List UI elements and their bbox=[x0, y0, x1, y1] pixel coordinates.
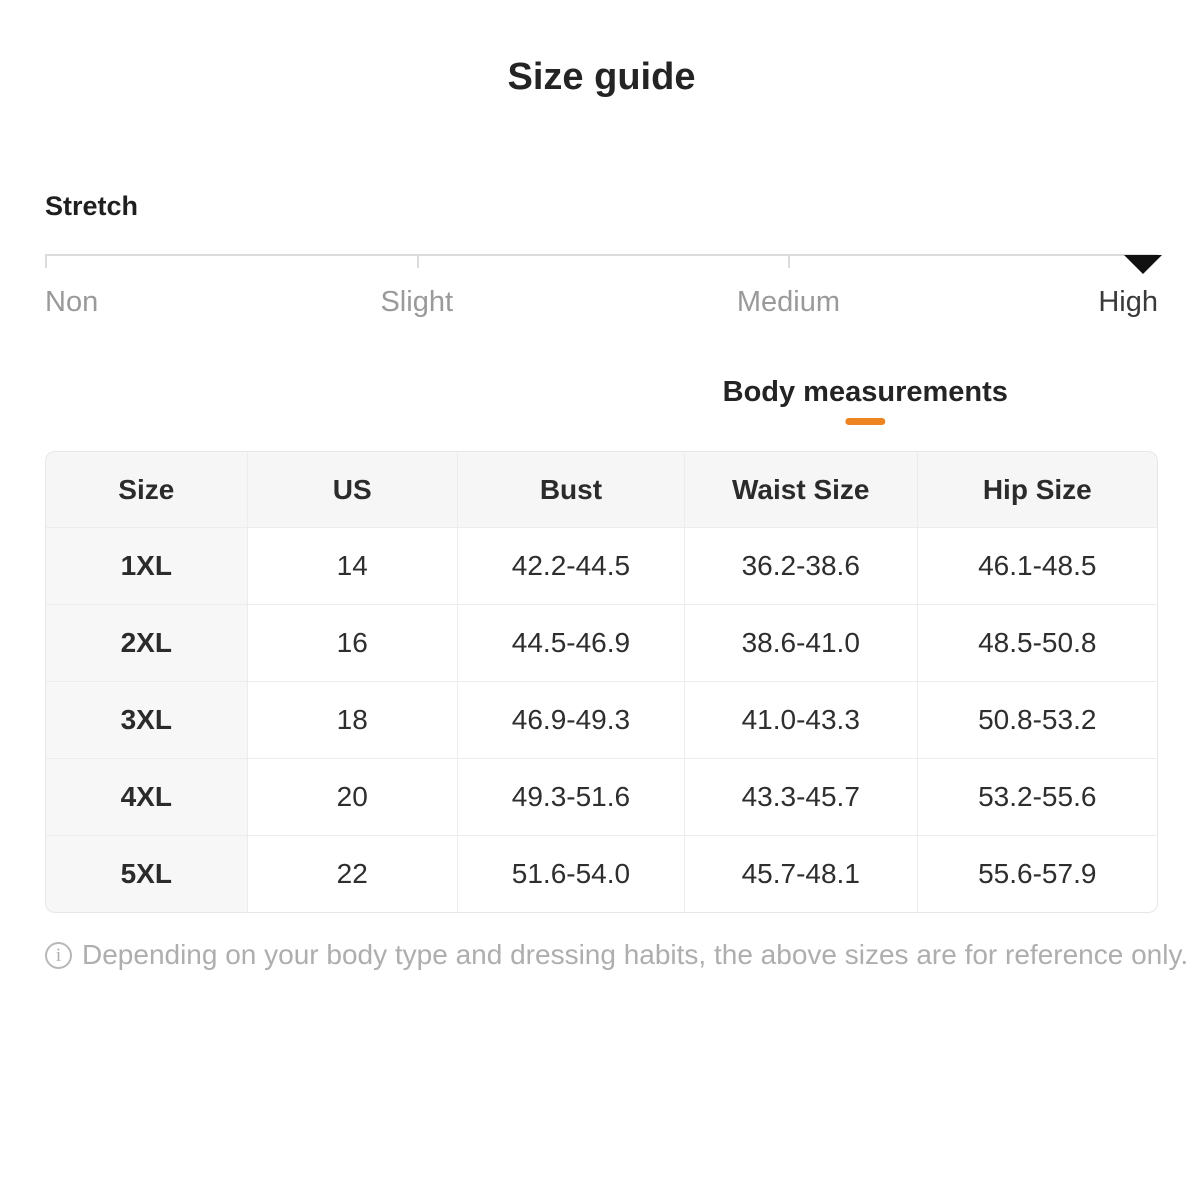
stretch-label: Stretch bbox=[45, 191, 139, 221]
cell-bust: 46.9-49.3 bbox=[458, 682, 685, 759]
table-row bbox=[45, 682, 1158, 759]
tab-body-measurements-label: Body measurements bbox=[722, 376, 1008, 408]
stretch-level-medium: Medium bbox=[736, 286, 841, 318]
info-icon: i bbox=[45, 942, 72, 969]
cell-waist: 41.0-43.3 bbox=[685, 682, 918, 759]
scale-tick bbox=[45, 254, 47, 268]
cell-waist: 45.7-48.1 bbox=[685, 836, 918, 913]
cell-hip: 46.1-48.5 bbox=[918, 528, 1158, 605]
cell-size: 2XL bbox=[45, 605, 248, 682]
cell-us: 22 bbox=[248, 836, 458, 913]
cell-us: 16 bbox=[248, 605, 458, 682]
stretch-scale bbox=[45, 254, 1158, 256]
scale-tick bbox=[788, 254, 790, 268]
cell-waist: 43.3-45.7 bbox=[685, 759, 918, 836]
active-tab-underline bbox=[845, 418, 885, 425]
col-header-us: US bbox=[248, 451, 458, 528]
cell-hip: 48.5-50.8 bbox=[918, 605, 1158, 682]
stretch-level-labels bbox=[45, 286, 1158, 322]
col-header-size: Size bbox=[45, 451, 248, 528]
cell-size: 1XL bbox=[45, 528, 248, 605]
cell-hip: 53.2-55.6 bbox=[918, 759, 1158, 836]
stretch-level-slight: Slight bbox=[380, 286, 454, 318]
table-row bbox=[45, 759, 1158, 836]
cell-bust: 49.3-51.6 bbox=[458, 759, 685, 836]
cell-bust: 42.2-44.5 bbox=[458, 528, 685, 605]
stretch-level-non: Non bbox=[45, 286, 99, 318]
col-header-waist: Waist Size bbox=[685, 451, 918, 528]
cell-size: 3XL bbox=[45, 682, 248, 759]
cell-bust: 51.6-54.0 bbox=[458, 836, 685, 913]
cell-waist: 36.2-38.6 bbox=[685, 528, 918, 605]
cell-hip: 50.8-53.2 bbox=[918, 682, 1158, 759]
cell-size: 5XL bbox=[45, 836, 248, 913]
reference-note-text: Depending on your body type and dressing habits, the above sizes are for reference only. bbox=[82, 939, 1189, 970]
col-header-hip: Hip Size bbox=[918, 451, 1158, 528]
measurements-tabs bbox=[45, 376, 1158, 448]
col-header-bust: Bust bbox=[458, 451, 685, 528]
reference-note bbox=[45, 939, 1189, 971]
scale-tick bbox=[417, 254, 419, 268]
cell-hip: 55.6-57.9 bbox=[918, 836, 1158, 913]
cell-us: 20 bbox=[248, 759, 458, 836]
page-title: Size guide bbox=[507, 56, 696, 98]
cell-waist: 38.6-41.0 bbox=[685, 605, 918, 682]
table-header-row bbox=[45, 451, 1158, 528]
cell-us: 14 bbox=[248, 528, 458, 605]
cell-us: 18 bbox=[248, 682, 458, 759]
stretch-marker-triangle-icon bbox=[1124, 255, 1162, 274]
table-row bbox=[45, 836, 1158, 913]
table-row bbox=[45, 605, 1158, 682]
cell-size: 4XL bbox=[45, 759, 248, 836]
size-table bbox=[45, 451, 1158, 913]
stretch-level-high: High bbox=[1098, 286, 1158, 318]
cell-bust: 44.5-46.9 bbox=[458, 605, 685, 682]
table-row bbox=[45, 528, 1158, 605]
tab-body-measurements[interactable] bbox=[723, 376, 1008, 425]
